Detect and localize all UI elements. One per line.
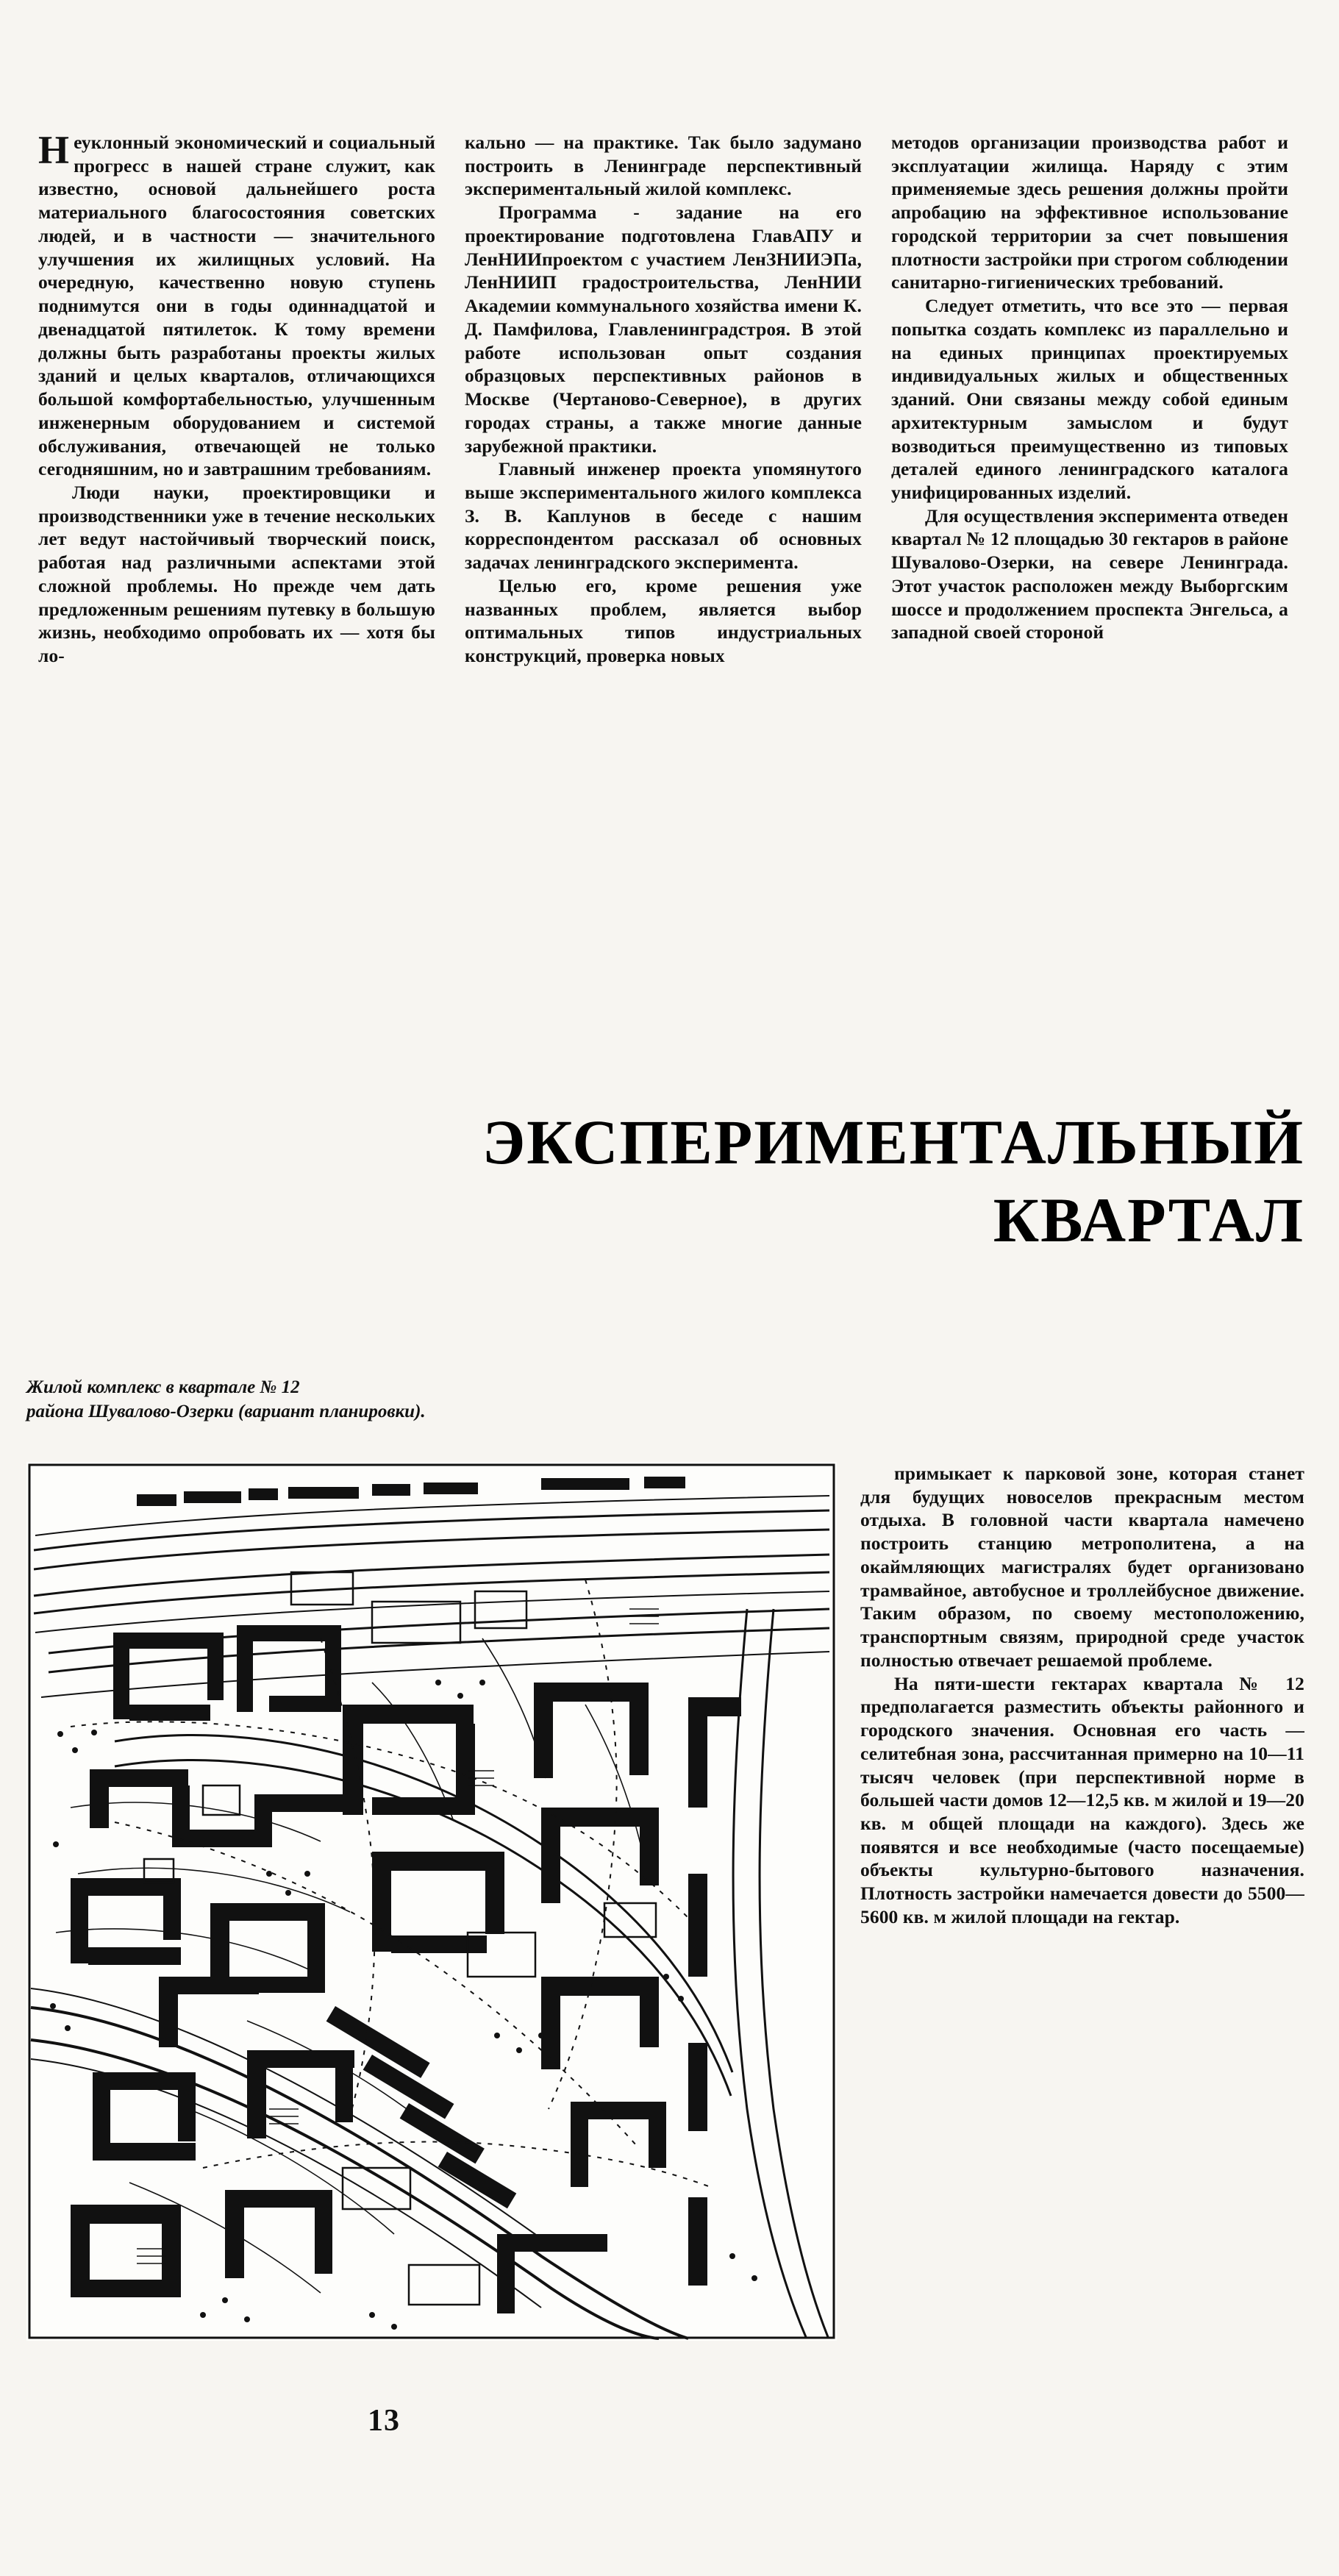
paragraph: кально — на практике. Так было задумано построить в Ленинграде перспективный экспериментальный жилой комплекс. (465, 132, 862, 200)
figure-caption (26, 1375, 762, 1424)
text-column-3 (891, 131, 1288, 668)
headline-line-1: ЭКСПЕРИМЕНТАЛЬНЫЙ (482, 1107, 1304, 1177)
text-column-2 (465, 131, 862, 668)
paragraph: На пяти-шести гектарах квартала № 12 предполагается разместить объекты районного и городского значения. Основная его часть — селитебная зона, рассчитанная примерно на 10—11 тысяч человек (при перспективной норме в большей части домов 12—12,5 кв. м жилой и 19—20 кв. м общей площади на каждого). Здесь же появятся и все необходимые (часто посещаемые) объекты культурно-бытового назначения. Плотность застройки намечается довести до 5500—5600 кв. м жилой площади на гектар. (860, 1672, 1304, 1927)
paragraph (38, 128, 435, 481)
article-top-columns (38, 128, 1304, 668)
paragraph: Главный инженер проекта упомянутого выше экспериментального жилого комплекса З. В. Каплунов в беседе с нашим корреспондентом рассказал об основных задачах ленинградского эксперимента. (465, 458, 862, 574)
paragraph: Люди науки, проектировщики и производственники уже в течение нескольких лет ведут настойчивый творческий поиск, работая над различными аспектами этой сложной проблемы. Но прежде чем дать предложенным решениям путевку в большую жизнь, необходимо опробовать их — хотя бы ло- (38, 482, 435, 667)
paragraph: методов организации производства работ и эксплуатации жилища. Наряду с этим применяемые здесь решения должны пройти апробацию на эффективное использование городской территории за счет повышения плотности застройки при строгом соблюдении санитарно-гигиенических требований. (891, 132, 1288, 293)
article-headline (38, 1107, 1304, 1255)
page-number: 13 (368, 2404, 400, 2438)
drop-cap: Н (38, 128, 70, 172)
paragraph: Целью его, кроме решения уже названных проблем, является выбор оптимальных типов индустриальных конструкций, проверка новых (465, 574, 862, 667)
figure-caption-line-1: Жилой комплекс в квартале № 12 (26, 1377, 300, 1397)
site-plan-map (26, 1462, 837, 2341)
text-column-lower-right (860, 1462, 1304, 1929)
paragraph: примыкает к парковой зоне, которая станет для будущих новоселов прекрасным местом отдыха. В головной части квартала намечено построить станцию метрополитена, а на окаймляющих магистралях будет организовано трамвайное, автобусное и троллейбусное движение. Таким образом, по своему местоположению, транспортным связям, природной среде участок полностью отвечает решаемой проблеме. (860, 1463, 1304, 1671)
paragraph-text: еуклонный экономический и социальный прогресс в нашей стране служит, как известно, основой дальнейшего роста материального благосостояния советских людей, и в частности — значительного улучшения их жилищных условий. На очередную, качественно новую ступень поднимутся они в годы одиннадцатой и двенадцатой пятилеток. К тому времени должны быть разработаны проекты жилых зданий и целых кварталов, отличающихся большой комфортабельностью, улучшенным инженерным оборудованием и системой обслуживания, отвечающей не только сегодняшним, но и завтрашним требованиям. (38, 132, 435, 480)
paragraph: Следует отметить, что все это — первая попытка создать комплекс из параллельно и на единых принципах проектируемых индивидуальных жилых и общественных зданий. Они связаны между собой единым архитектурным замыслом и будут возводиться преимущественно из типовых деталей единого ленинградского каталога унифицированных изделий. (891, 295, 1288, 504)
paragraph: Для осуществления эксперимента отведен квартал № 12 площадью 30 гектаров в районе Шувалово-Озерки, на севере Ленинграда. Этот участок расположен между Выборгским шоссе и продолжением проспекта Энгельса, а западной своей стороной (891, 504, 1288, 643)
headline-line-2: КВАРТАЛ (993, 1184, 1304, 1255)
text-column-1 (38, 128, 435, 668)
paragraph: Программа - задание на его проектирование подготовлена ГлавАПУ и ЛенНИИпроектом с участием ЛенЗНИИЭПа, ЛенНИИП градостроительства, ЛенНИИ Академии коммунального хозяйства имени К. Д. Памфилова, Главленинградстроя. В этой работе использован опыт создания образцовых перспективных районов в Москве (Чертаново-Северное), в других городах страны, а также многие данные зарубежной практики. (465, 201, 862, 457)
figure-caption-line-2: района Шувалово-Озерки (вариант планировки). (26, 1402, 426, 1422)
